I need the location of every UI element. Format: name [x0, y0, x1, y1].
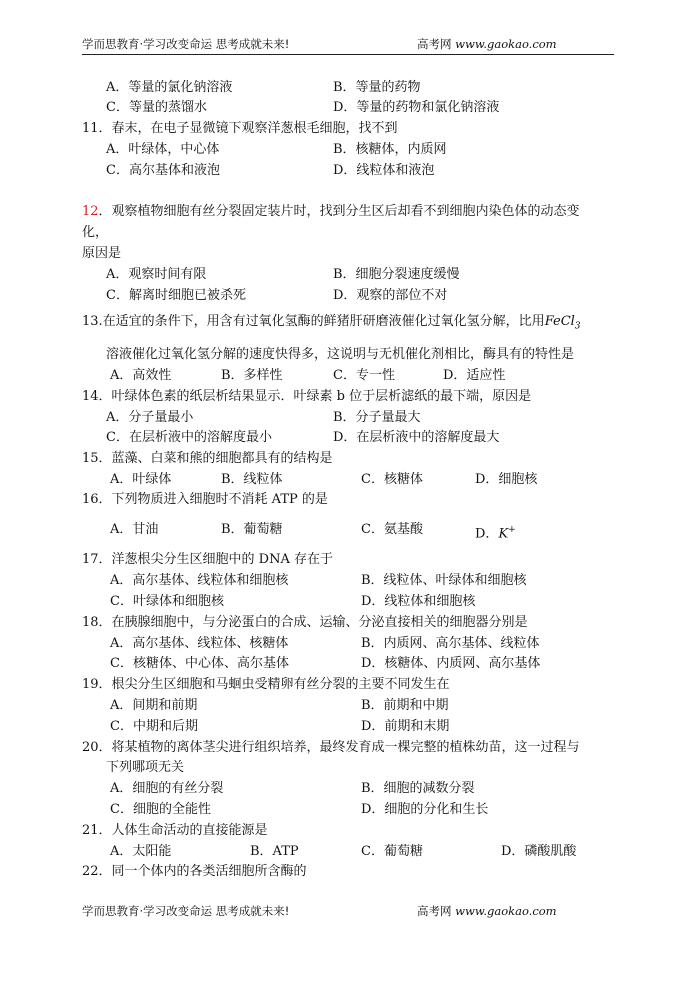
q13-option-a: A．高效性 [110, 368, 172, 383]
q16-option-d-ion: K [498, 526, 509, 542]
q15-option-b: B．线粒体 [221, 472, 283, 487]
q10-option-c: C．等量的蒸馏水 [106, 100, 207, 115]
header-site-url: www.gaokao.com [455, 37, 557, 51]
footer-site [417, 903, 557, 919]
q14-stem: 14．叶绿体色素的纸层析结果显示．叶绿素 b 位于层析滤纸的最下端，原因是 [82, 389, 532, 404]
q10-option-a: A．等量的氯化钠溶液 [106, 80, 233, 95]
page-header [82, 34, 614, 55]
q22-stem: 22．同一个体内的各类活细胞所含酶的 [82, 864, 307, 879]
q13-stem-text: 13.在适宜的条件下，用含有过氧化氢酶的鲜猪肝研磨液催化过氧化氢分解，比用 [82, 314, 545, 329]
page-footer [82, 901, 614, 921]
footer-site-url: www.gaokao.com [455, 904, 557, 918]
q20-option-a: A．细胞的有丝分裂 [110, 781, 224, 796]
q11-option-a: A．叶绿体，中心体 [106, 142, 220, 157]
q10-option-b: B．等量的药物 [333, 80, 421, 95]
q17-option-c: C．叶绿体和细胞核 [110, 594, 224, 609]
q16-stem: 16．下列物质进入细胞时不消耗 ATP 的是 [82, 492, 328, 507]
q12-stem-line2: 化， [82, 225, 109, 240]
q11-option-d: D．线粒体和液泡 [333, 163, 435, 178]
q17-stem: 17．洋葱根尖分生区细胞中的 DNA 存在于 [82, 552, 333, 567]
footer-slogan: 学而思教育·学习改变命运 思考成就未来! [82, 904, 290, 918]
q20-stem-line1: 20．将某植物的离体茎尖进行组织培养，最终发育成一棵完整的植株幼苗，这一过程与 [82, 740, 580, 755]
q19-stem: 19．根尖分生区细胞和马蛔虫受精卵有丝分裂的主要不同发生在 [82, 677, 450, 692]
q13-option-c: C．专一性 [333, 368, 395, 383]
header-site [417, 36, 557, 52]
q16-option-c: C．氨基酸 [361, 522, 423, 537]
q18-option-b: B．内质网、高尔基体、线粒体 [361, 636, 540, 651]
q12-stem-line3: 原因是 [82, 246, 122, 261]
q18-stem: 18．在胰腺细胞中，与分泌蛋白的合成、运输、分泌直接相关的细胞器分别是 [82, 615, 528, 630]
q21-option-b: B．ATP [250, 844, 299, 859]
q12-stem-line1 [82, 204, 580, 220]
q19-option-b: B．前期和中期 [361, 698, 449, 713]
q18-option-d: D．核糖体、内质网、高尔基体 [361, 656, 541, 671]
q12-option-b: B．细胞分裂速度缓慢 [333, 267, 460, 282]
q13-stem-line2: 溶液催化过氧化氢分解的速度快得多，这说明与无机催化剂相比，酶具有的特性是 [106, 347, 575, 362]
q13-formula [544, 314, 581, 332]
q11-option-b: B．核糖体，内质网 [333, 142, 447, 157]
header-site-name: 高考网 [417, 37, 452, 51]
q20-option-b: B．细胞的减数分裂 [361, 781, 475, 796]
q14-option-a: A．分子量最小 [106, 410, 194, 425]
q20-option-c: C．细胞的全能性 [110, 802, 211, 817]
q13-formula-main: FeCl [544, 314, 575, 329]
q14-option-d: D．在层析液中的溶解度最大 [333, 430, 500, 445]
q10-option-d: D．等量的药物和氯化钠溶液 [333, 100, 500, 115]
q16-option-a: A．甘油 [110, 522, 159, 537]
q12-number: 12 [82, 204, 99, 219]
q12-stem-text: ．观察植物细胞有丝分裂固定装片时，找到分生区后却看不到细胞内染色体的动态变 [98, 204, 580, 219]
q18-option-a: A．高尔基体、线粒体、核糖体 [110, 636, 289, 651]
q16-option-d [475, 522, 516, 542]
q20-option-d: D．细胞的分化和生长 [361, 802, 489, 817]
footer-site-name: 高考网 [417, 904, 452, 918]
q19-option-c: C．中期和后期 [110, 719, 198, 734]
q15-option-c: C．核糖体 [361, 472, 423, 487]
q17-option-a: A．高尔基体、线粒体和细胞核 [110, 573, 289, 588]
q13-option-b: B．多样性 [221, 368, 283, 383]
q17-option-b: B．线粒体、叶绿体和细胞核 [361, 573, 527, 588]
q19-option-a: A．间期和前期 [110, 698, 198, 713]
q11-option-c: C．高尔基体和液泡 [106, 163, 220, 178]
q21-stem: 21．人体生命活动的直接能源是 [82, 823, 268, 838]
q16-option-d-charge: + [508, 525, 516, 535]
q19-option-d: D．前期和末期 [361, 719, 450, 734]
q11-stem: 11．春末，在电子显微镜下观察洋葱根毛细胞，找不到 [82, 121, 398, 136]
header-slogan: 学而思教育·学习改变命运 思考成就未来! [82, 37, 290, 51]
q21-option-a: A．太阳能 [110, 844, 172, 859]
q14-option-c: C．在层析液中的溶解度最小 [106, 430, 272, 445]
q15-option-d: D．细胞核 [475, 472, 538, 487]
q12-option-d: D．观察的部位不对 [333, 288, 448, 303]
q17-option-d: D．线粒体和细胞核 [361, 594, 476, 609]
q14-option-b: B．分子量最大 [333, 410, 421, 425]
q15-stem: 15．蓝藻、白菜和熊的细胞都具有的结构是 [82, 451, 333, 466]
q12-option-a: A．观察时间有限 [106, 267, 207, 282]
q12-option-c: C．解离时细胞已被杀死 [106, 288, 246, 303]
q16-option-b: B．葡萄糖 [221, 522, 283, 537]
q13-stem-line1 [82, 314, 581, 335]
q21-option-d: D．磷酸肌酸 [501, 844, 577, 859]
q21-option-c: C．葡萄糖 [361, 844, 423, 859]
q13-formula-sub: 3 [574, 321, 581, 332]
q16-option-d-prefix: D． [475, 526, 499, 542]
q18-option-c: C．核糖体、中心体、高尔基体 [110, 656, 289, 671]
q15-option-a: A．叶绿体 [110, 472, 172, 487]
q13-option-d: D．适应性 [443, 368, 506, 383]
q20-stem-line2: 下列哪项无关 [106, 760, 185, 775]
